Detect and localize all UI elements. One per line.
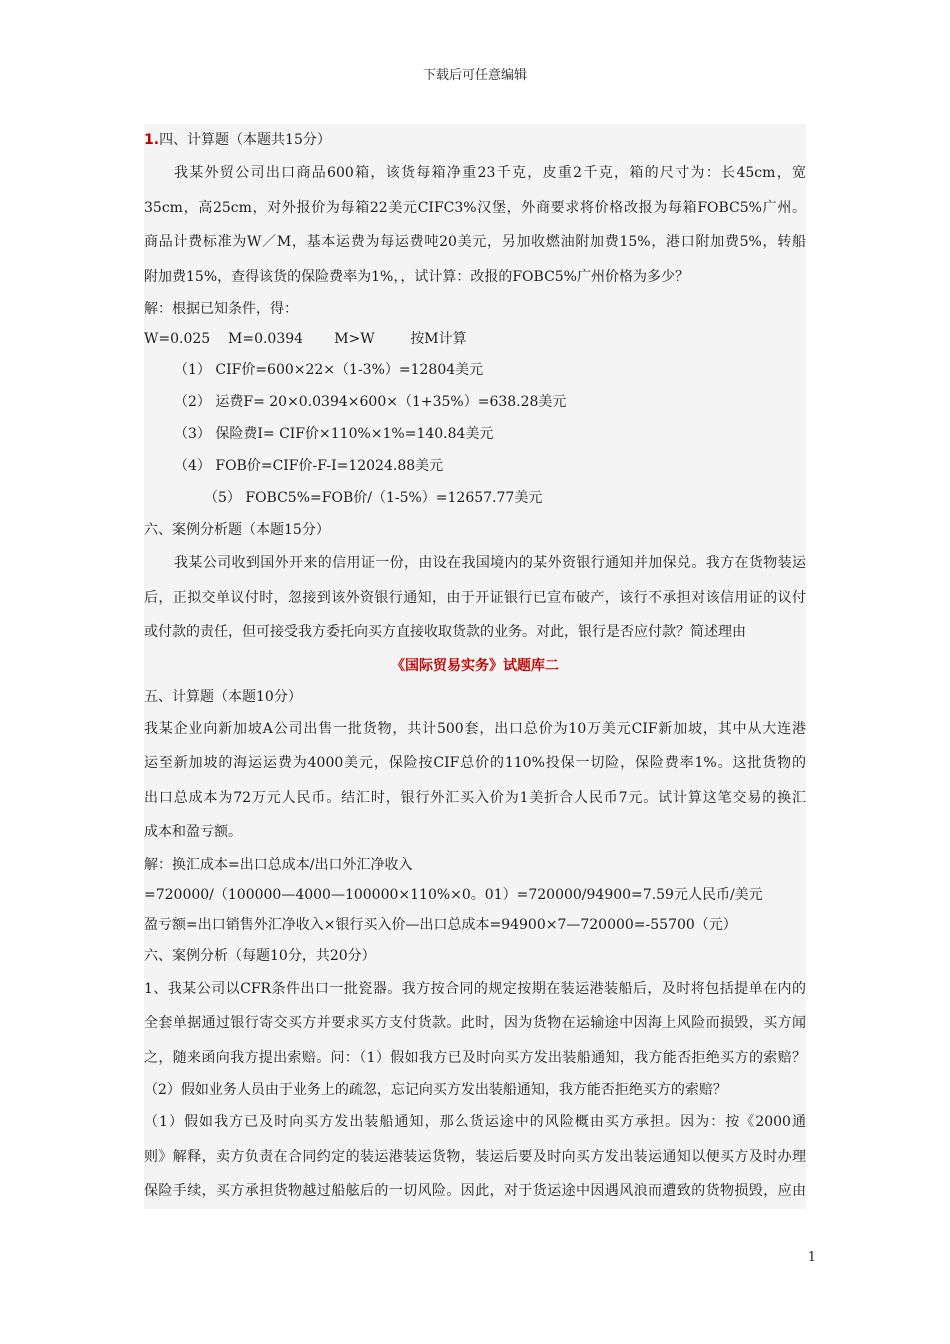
section-heading: 四、计算题（本题共15分） — [159, 132, 331, 148]
paragraph-line: 运至新加坡的海运运费为4000美元，保险按CIF总价的110%投保一切险，保险费率1%。这批货物的 — [144, 755, 806, 771]
question-bank-title: 《国际贸易实务》试题库二 — [391, 657, 559, 674]
paragraph-line: 保险手续，买方承担货物越过船舷后的一切风险。因此，对于货运途中因遇风浪而遭致的货物损毁，应由 — [144, 1183, 806, 1199]
paragraph-line: 成本和盈亏额。 — [144, 824, 242, 840]
solution-line: 解：换汇成本=出口总成本/出口外汇净收入 — [144, 856, 413, 873]
page-number: 1 — [807, 1250, 816, 1265]
section-heading: 六、案例分析（每题10分，共20分） — [144, 947, 376, 964]
paragraph-line: 或付款的责任，但可接受我方委托向买方直接收取货款的业务。对此，银行是否应付款？简述理由 — [144, 624, 746, 640]
solution-step: （2） 运费F= 20×0.0394×600×（1+35%）=638.28美元 — [174, 394, 567, 410]
paragraph-line: 1、我某公司以CFR条件出口一批瓷器。我方按合同的规定按期在装运港装船后，及时将包括提单在内的 — [144, 980, 806, 997]
solution-label: 解：根据已知条件，得： — [144, 301, 298, 317]
solution-step: （5） FOBC5%=FOB价/（1-5%）=12657.77美元 — [204, 490, 543, 506]
document-body — [144, 124, 806, 1209]
question-1-heading — [144, 124, 806, 156]
paragraph-line: （2）假如业务人员由于业务上的疏忽，忘记向买方发出装船通知，我方能否拒绝买方的索赔？ — [144, 1082, 727, 1098]
question-number: 1. — [144, 132, 160, 148]
paragraph-line: 商品计费标准为W／M，基本运费为每运费吨20美元，另加收燃油附加费15%，港口附加费5%，转船 — [144, 234, 806, 250]
paragraph-line: 后，正拟交单议付时，忽接到该外资银行通知，由于开证银行已宣布破产，该行不承担对该信用证的议付 — [144, 589, 806, 606]
paragraph-line: 我某外贸公司出口商品600箱，该货每箱净重23千克，皮重2千克，箱的尺寸为：长45cm，宽 — [174, 165, 806, 181]
paragraph-line: 我某企业向新加坡A公司出售一批货物，共计500套，出口总价为10万美元CIF新加坡，其中从大连港 — [144, 720, 806, 737]
solution-line: 盈亏额=出口销售外汇净收入×银行买入价—出口总成本=94900×7—720000=-55700（元） — [144, 916, 737, 933]
paragraph-line: 出口总成本为72万元人民币。结汇时，银行外汇买入价为1美折合人民币7元。试计算这笔交易的换汇 — [144, 789, 806, 806]
section-heading: 六、案例分析题（本题15分） — [144, 522, 330, 538]
page-header: 下载后可任意编辑 — [422, 68, 527, 83]
solution-line: =720000/（100000—4000—100000×110%×0。01）=720000/94900=7.59元人民币/美元 — [144, 886, 763, 903]
section-heading: 五、计算题（本题10分） — [144, 688, 302, 705]
paragraph-line: 之，随来函向我方提出索赔。问：（1）假如我方已及时向买方发出装船通知，我方能否拒绝买方的索赔？ — [144, 1049, 806, 1066]
solution-step: （1） CIF价=600×22×（1-3%）=12804美元 — [174, 362, 484, 378]
paragraph-line: 我某公司收到国外开来的信用证一份，由设在我国境内的某外资银行通知并加保兑。我方在货物装运 — [174, 555, 806, 571]
paragraph-line: 全套单据通过银行寄交买方并要求买方支付货款。此时，因为货物在运输途中因海上风险而损毁，买方闻 — [144, 1015, 806, 1031]
solution-step: （4） FOB价=CIF价-F-I=12024.88美元 — [174, 458, 444, 474]
solution-conditions: W=0.025 M=0.0394 M>W 按M计算 — [144, 331, 467, 347]
paragraph-line: 则》解释，卖方负责在合同约定的装运港装运货物，装运后要及时向买方发出装运通知以便买方及时办理 — [144, 1148, 806, 1165]
solution-step: （3） 保险费I= CIF价×110%×1%=140.84美元 — [174, 426, 494, 442]
paragraph-line: （1）假如我方已及时向买方发出装船通知，那么货运途中的风险概由买方承担。因为：按《2000通 — [144, 1114, 806, 1130]
paragraph-line: 附加费15%，查得该货的保险费率为1%，，试计算：改报的FOBC5%广州价格为多少？ — [144, 268, 689, 285]
paragraph-line: 35cm，高25cm，对外报价为每箱22美元CIFC3%汉堡，外商要求将价格改报为每箱FOBC5%广州。 — [144, 199, 806, 216]
